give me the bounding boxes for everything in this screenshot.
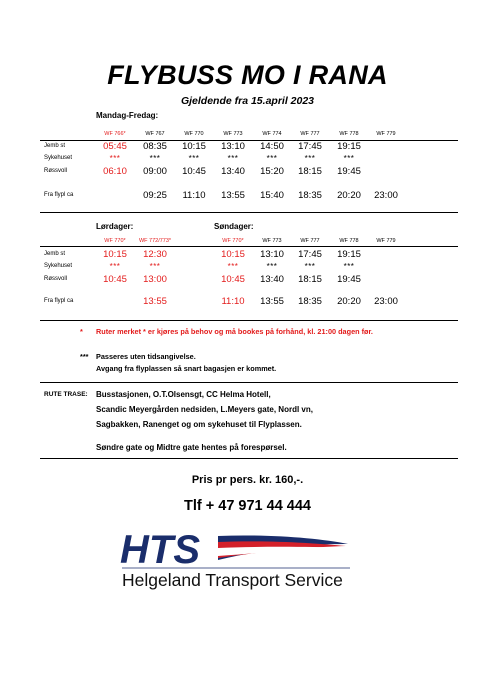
sunday-time-cell: 13:40 <box>260 274 284 285</box>
saturday-time-cell: 10:15 <box>103 249 127 260</box>
hts-logo-graphic <box>118 530 368 592</box>
sunday-time-cell: 11:10 <box>221 296 245 307</box>
saturday-time-cell: 13:00 <box>143 274 167 285</box>
route-line: Sagbakken, Ranenget og om sykehuset til Flyplassen. <box>96 420 302 429</box>
weekday-time-cell: 08:35 <box>143 141 167 152</box>
weekday-time-cell: 19:15 <box>337 141 361 152</box>
weekday-time-cell: 09:25 <box>143 190 167 201</box>
section-divider-4 <box>40 458 458 459</box>
sunday-time-cell: 20:20 <box>337 296 361 307</box>
weekday-heading: Mandag-Fredag: <box>96 111 159 120</box>
weekday-time-cell: *** <box>343 154 355 163</box>
weekday-time-cell: 13:55 <box>221 190 245 201</box>
logo-company-name: Helgeland Transport Service <box>122 570 343 590</box>
weekend-row-label: Fra flypl ca <box>44 298 74 304</box>
sunday-time-cell: *** <box>304 262 316 271</box>
weekday-row-label: Jemb st <box>44 143 66 149</box>
weekday-time-cell: *** <box>227 154 239 163</box>
saturday-time-cell: 13:55 <box>143 296 167 307</box>
sunday-time-cell: *** <box>343 262 355 271</box>
weekday-column-header: WF 778 <box>339 131 359 137</box>
weekday-time-cell: 17:45 <box>298 141 322 152</box>
weekday-column-header: WF 766* <box>104 131 126 137</box>
sunday-time-cell: 18:15 <box>298 274 322 285</box>
weekday-row-label: Sykehuset <box>44 155 73 161</box>
section-divider <box>40 212 458 213</box>
sunday-column-header: WF 777 <box>300 238 320 244</box>
weekday-time-cell: 18:15 <box>298 166 322 177</box>
sunday-time-cell: 19:15 <box>337 249 361 260</box>
section-divider-3 <box>40 382 458 383</box>
weekday-column-header: WF 770 <box>184 131 204 137</box>
triple-star-note-line2: Avgang fra flyplassen så snart bagasjen er kommet. <box>96 364 277 373</box>
weekday-row-label: Fra flypl ca <box>44 192 74 198</box>
weekday-time-cell: *** <box>109 154 121 163</box>
sunday-column-header: WF 778 <box>339 238 359 244</box>
weekday-row-label: Røssvoll <box>44 168 68 174</box>
route-extra-line: Søndre gate og Midtre gate hentes på forespørsel. <box>96 443 287 452</box>
sunday-time-cell: *** <box>227 262 239 271</box>
weekday-time-cell: 23:00 <box>374 190 398 201</box>
page-title: FLYBUSS MO I RANA <box>107 60 388 90</box>
sunday-heading: Søndager: <box>214 222 254 231</box>
saturday-time-cell: *** <box>109 262 121 271</box>
weekday-time-cell: 13:40 <box>221 166 245 177</box>
weekday-time-cell: 06:10 <box>103 166 127 177</box>
weekday-time-cell: 10:45 <box>182 166 206 177</box>
weekday-time-cell: 15:40 <box>260 190 284 201</box>
weekday-time-cell: *** <box>304 154 316 163</box>
saturday-heading: Lørdager: <box>96 222 134 231</box>
triple-star-note-marker: *** <box>80 352 89 361</box>
weekday-time-cell: *** <box>149 154 161 163</box>
weekday-time-cell: 18:35 <box>298 190 322 201</box>
weekday-header-rule <box>40 140 458 141</box>
route-line: Busstasjonen, O.T.Olsensgt, CC Helma Hotell, <box>96 390 271 399</box>
sunday-time-cell: 13:10 <box>260 249 284 260</box>
weekend-row-label: Sykehuset <box>44 263 73 269</box>
route-line: Scandic Meyergården nedsiden, L.Meyers gate, Nordl vn, <box>96 405 313 414</box>
weekday-time-cell: *** <box>188 154 200 163</box>
weekday-time-cell: 20:20 <box>337 190 361 201</box>
sunday-time-cell: 10:15 <box>221 249 245 260</box>
sunday-time-cell: 13:55 <box>260 296 284 307</box>
star-note-text: Ruter merket * er kjøres på behov og må bookes på forhånd, kl. 21:00 dagen før. <box>96 327 373 336</box>
weekday-column-header: WF 777 <box>300 131 320 137</box>
weekday-time-cell: 15:20 <box>260 166 284 177</box>
weekday-time-cell: 10:15 <box>182 141 206 152</box>
sunday-column-header: WF 779 <box>376 238 396 244</box>
sunday-time-cell: 19:45 <box>337 274 361 285</box>
saturday-column-header: WF 770* <box>104 238 126 244</box>
weekday-column-header: WF 779 <box>376 131 396 137</box>
weekday-column-header: WF 773 <box>223 131 243 137</box>
logo-mark-text: HTS <box>120 530 200 572</box>
weekday-column-header: WF 774 <box>262 131 282 137</box>
sunday-column-header: WF 770* <box>222 238 244 244</box>
saturday-time-cell: 12:30 <box>143 249 167 260</box>
valid-from-subtitle: Gjeldende fra 15.april 2023 <box>180 95 315 107</box>
sunday-time-cell: 17:45 <box>298 249 322 260</box>
route-label: RUTE TRASE: <box>44 391 88 398</box>
weekday-column-header: WF 767 <box>145 131 165 137</box>
weekday-time-cell: 19:45 <box>337 166 361 177</box>
weekend-header-rule <box>40 246 458 247</box>
weekday-time-cell: 05:45 <box>103 141 127 152</box>
saturday-time-cell: *** <box>149 262 161 271</box>
weekend-row-label: Røssvoll <box>44 276 68 282</box>
price-text: Pris pr pers. kr. 160,-. <box>191 474 304 486</box>
saturday-column-header: WF 772/773* <box>138 238 172 244</box>
weekday-time-cell: 13:10 <box>221 141 245 152</box>
hts-logo <box>118 530 368 592</box>
sunday-time-cell: 23:00 <box>374 296 398 307</box>
weekday-time-cell: *** <box>266 154 278 163</box>
weekday-time-cell: 14:50 <box>260 141 284 152</box>
section-divider-2 <box>40 320 458 321</box>
sunday-column-header: WF 773 <box>262 238 282 244</box>
phone-number: Tlf + 47 971 44 444 <box>184 498 311 514</box>
star-note-marker: * <box>80 327 83 336</box>
weekday-time-cell: 11:10 <box>182 190 206 201</box>
sunday-time-cell: 18:35 <box>298 296 322 307</box>
triple-star-note-line1: Passeres uten tidsangivelse. <box>96 352 196 361</box>
sunday-time-cell: 10:45 <box>221 274 245 285</box>
sunday-time-cell: *** <box>266 262 278 271</box>
saturday-time-cell: 10:45 <box>103 274 127 285</box>
weekend-row-label: Jemb st <box>44 251 66 257</box>
weekday-time-cell: 09:00 <box>143 166 167 177</box>
